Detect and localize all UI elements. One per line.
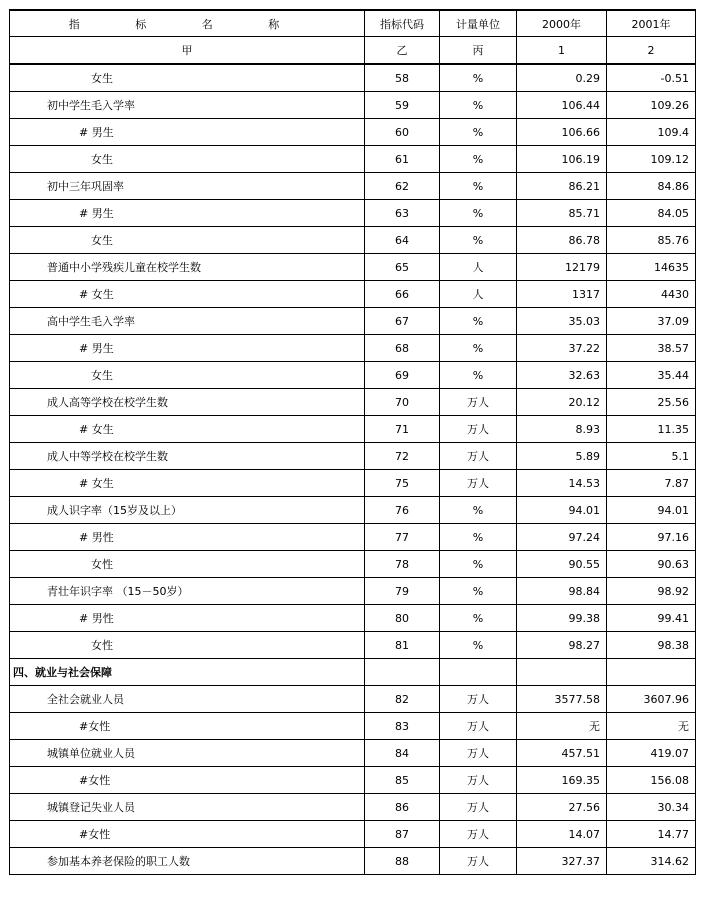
row-indicator-name: 成人中等学校在校学生数 (10, 443, 365, 470)
row-indicator-code: 79 (365, 578, 440, 605)
row-value-2000: 14.07 (517, 821, 607, 848)
table-row (10, 686, 696, 713)
row-indicator-code: 61 (365, 146, 440, 173)
row-value-2001: 11.35 (607, 416, 696, 443)
row-indicator-name: 成人高等学校在校学生数 (10, 389, 365, 416)
row-value-2001: 25.56 (607, 389, 696, 416)
row-value-2001: 7.87 (607, 470, 696, 497)
row-indicator-name: 高中学生毛入学率 (10, 308, 365, 335)
row-indicator-name: # 男生 (10, 119, 365, 146)
row-unit: % (440, 362, 517, 389)
row-indicator-code: 75 (365, 470, 440, 497)
row-indicator-name: # 男性 (10, 605, 365, 632)
table-row (10, 632, 696, 659)
row-indicator-code: 65 (365, 254, 440, 281)
row-unit: 万人 (440, 740, 517, 767)
row-value-2001: -0.51 (607, 64, 696, 92)
row-value-2001 (607, 659, 696, 686)
row-value-2000: 5.89 (517, 443, 607, 470)
row-value-2001: 14635 (607, 254, 696, 281)
row-unit: 万人 (440, 713, 517, 740)
row-indicator-code: 70 (365, 389, 440, 416)
table-row (10, 713, 696, 740)
row-unit: % (440, 146, 517, 173)
row-unit: 万人 (440, 389, 517, 416)
row-value-2001: 97.16 (607, 524, 696, 551)
row-indicator-name: # 女生 (10, 470, 365, 497)
table-row (10, 767, 696, 794)
row-value-2000: 8.93 (517, 416, 607, 443)
row-indicator-code: 60 (365, 119, 440, 146)
row-unit: % (440, 578, 517, 605)
row-indicator-code: 71 (365, 416, 440, 443)
row-unit: 万人 (440, 443, 517, 470)
row-indicator-name: 女生 (10, 146, 365, 173)
row-indicator-code: 84 (365, 740, 440, 767)
row-value-2001: 3607.96 (607, 686, 696, 713)
row-indicator-name: 城镇登记失业人员 (10, 794, 365, 821)
row-unit: % (440, 173, 517, 200)
row-value-2000: 无 (517, 713, 607, 740)
row-unit: % (440, 497, 517, 524)
row-value-2001: 38.57 (607, 335, 696, 362)
row-value-2000: 85.71 (517, 200, 607, 227)
table-row (10, 578, 696, 605)
table-row (10, 119, 696, 146)
table-row (10, 64, 696, 92)
row-value-2000: 97.24 (517, 524, 607, 551)
row-indicator-code: 62 (365, 173, 440, 200)
row-unit: % (440, 551, 517, 578)
header-indicator-code: 指标代码 (365, 10, 440, 37)
row-unit: % (440, 200, 517, 227)
row-value-2001: 109.12 (607, 146, 696, 173)
row-indicator-name: # 男生 (10, 200, 365, 227)
row-value-2000: 1317 (517, 281, 607, 308)
row-indicator-code: 86 (365, 794, 440, 821)
table-row (10, 659, 696, 686)
subheader-code: 乙 (365, 37, 440, 65)
row-unit: % (440, 64, 517, 92)
row-value-2001: 84.86 (607, 173, 696, 200)
subheader-unit: 丙 (440, 37, 517, 65)
row-unit: % (440, 524, 517, 551)
row-value-2000: 106.66 (517, 119, 607, 146)
row-value-2000: 32.63 (517, 362, 607, 389)
table-row (10, 254, 696, 281)
row-value-2001: 37.09 (607, 308, 696, 335)
row-value-2001: 94.01 (607, 497, 696, 524)
row-indicator-code: 59 (365, 92, 440, 119)
row-unit (440, 659, 517, 686)
table-row (10, 416, 696, 443)
row-value-2001: 14.77 (607, 821, 696, 848)
row-indicator-code: 66 (365, 281, 440, 308)
row-value-2000: 12179 (517, 254, 607, 281)
row-value-2000: 37.22 (517, 335, 607, 362)
row-indicator-name: #女性 (10, 767, 365, 794)
row-indicator-code: 72 (365, 443, 440, 470)
row-unit: 人 (440, 254, 517, 281)
row-value-2001: 5.1 (607, 443, 696, 470)
table-row (10, 497, 696, 524)
row-value-2001: 98.38 (607, 632, 696, 659)
statistics-table (9, 9, 696, 875)
row-value-2001: 4430 (607, 281, 696, 308)
header-year-2000: 2000年 (517, 10, 607, 37)
header-year-2001: 2001年 (607, 10, 696, 37)
row-value-2001: 84.05 (607, 200, 696, 227)
row-value-2000: 86.78 (517, 227, 607, 254)
row-unit: % (440, 632, 517, 659)
subheader-name: 甲 (10, 37, 365, 65)
row-indicator-name: # 女生 (10, 281, 365, 308)
row-unit: 万人 (440, 767, 517, 794)
row-value-2000: 169.35 (517, 767, 607, 794)
table-row (10, 551, 696, 578)
row-indicator-name: 女生 (10, 64, 365, 92)
row-indicator-code: 88 (365, 848, 440, 875)
row-value-2000 (517, 659, 607, 686)
row-value-2001: 109.4 (607, 119, 696, 146)
row-indicator-name: #女性 (10, 821, 365, 848)
row-indicator-name: 城镇单位就业人员 (10, 740, 365, 767)
row-unit: % (440, 308, 517, 335)
row-indicator-name: 初中三年巩固率 (10, 173, 365, 200)
table-row (10, 794, 696, 821)
row-indicator-name: 女生 (10, 362, 365, 389)
row-indicator-name: 青壮年识字率 （15－50岁） (10, 578, 365, 605)
row-value-2000: 3577.58 (517, 686, 607, 713)
row-indicator-name: 参加基本养老保险的职工人数 (10, 848, 365, 875)
table-row (10, 524, 696, 551)
row-value-2000: 0.29 (517, 64, 607, 92)
row-value-2000: 94.01 (517, 497, 607, 524)
row-indicator-code: 77 (365, 524, 440, 551)
row-value-2000: 99.38 (517, 605, 607, 632)
row-value-2000: 14.53 (517, 470, 607, 497)
row-value-2000: 327.37 (517, 848, 607, 875)
table-row (10, 335, 696, 362)
table-row (10, 821, 696, 848)
table-row (10, 443, 696, 470)
row-indicator-code: 69 (365, 362, 440, 389)
row-value-2001: 30.34 (607, 794, 696, 821)
table-row (10, 848, 696, 875)
row-value-2000: 20.12 (517, 389, 607, 416)
row-indicator-name: #女性 (10, 713, 365, 740)
row-indicator-name: 成人识字率（15岁及以上） (10, 497, 365, 524)
row-value-2001: 35.44 (607, 362, 696, 389)
table-row (10, 227, 696, 254)
row-indicator-name: 全社会就业人员 (10, 686, 365, 713)
table-row (10, 146, 696, 173)
row-value-2000: 35.03 (517, 308, 607, 335)
row-indicator-code: 78 (365, 551, 440, 578)
table-row (10, 605, 696, 632)
row-unit: 万人 (440, 821, 517, 848)
row-indicator-code: 81 (365, 632, 440, 659)
row-indicator-name: 四、就业与社会保障 (10, 659, 365, 686)
row-unit: % (440, 119, 517, 146)
table-row (10, 740, 696, 767)
row-indicator-code: 76 (365, 497, 440, 524)
row-value-2000: 106.44 (517, 92, 607, 119)
table-row (10, 389, 696, 416)
row-indicator-code: 85 (365, 767, 440, 794)
table-row (10, 470, 696, 497)
table-row (10, 281, 696, 308)
row-value-2001: 无 (607, 713, 696, 740)
row-indicator-code: 83 (365, 713, 440, 740)
row-indicator-name: 初中学生毛入学率 (10, 92, 365, 119)
header-unit: 计量单位 (440, 10, 517, 37)
row-unit: % (440, 605, 517, 632)
row-value-2000: 27.56 (517, 794, 607, 821)
row-unit: 万人 (440, 470, 517, 497)
row-unit: % (440, 227, 517, 254)
row-unit: 万人 (440, 686, 517, 713)
table-subheader-row (10, 37, 696, 65)
table-row (10, 308, 696, 335)
row-value-2001: 90.63 (607, 551, 696, 578)
row-unit: % (440, 92, 517, 119)
row-indicator-code: 58 (365, 64, 440, 92)
row-value-2001: 314.62 (607, 848, 696, 875)
row-value-2000: 90.55 (517, 551, 607, 578)
row-indicator-code: 68 (365, 335, 440, 362)
row-indicator-name: 女性 (10, 632, 365, 659)
table-row (10, 173, 696, 200)
row-unit: % (440, 335, 517, 362)
row-indicator-code: 82 (365, 686, 440, 713)
table-header-row (10, 10, 696, 37)
table-row (10, 200, 696, 227)
table-row (10, 362, 696, 389)
row-value-2001: 99.41 (607, 605, 696, 632)
row-value-2000: 457.51 (517, 740, 607, 767)
row-value-2000: 98.27 (517, 632, 607, 659)
row-indicator-code: 80 (365, 605, 440, 632)
row-indicator-code: 64 (365, 227, 440, 254)
row-unit: 人 (440, 281, 517, 308)
row-unit: 万人 (440, 794, 517, 821)
row-value-2000: 98.84 (517, 578, 607, 605)
row-value-2001: 98.92 (607, 578, 696, 605)
row-value-2001: 85.76 (607, 227, 696, 254)
row-indicator-code: 63 (365, 200, 440, 227)
row-indicator-code: 67 (365, 308, 440, 335)
row-unit: 万人 (440, 416, 517, 443)
table-row (10, 92, 696, 119)
subheader-y1: 1 (517, 37, 607, 65)
row-indicator-code (365, 659, 440, 686)
row-value-2000: 86.21 (517, 173, 607, 200)
subheader-y2: 2 (607, 37, 696, 65)
row-indicator-name: # 男生 (10, 335, 365, 362)
row-value-2001: 156.08 (607, 767, 696, 794)
row-value-2001: 109.26 (607, 92, 696, 119)
row-indicator-code: 87 (365, 821, 440, 848)
row-value-2000: 106.19 (517, 146, 607, 173)
row-indicator-name: # 男性 (10, 524, 365, 551)
header-indicator-name: 指 标 名 称 (10, 10, 365, 37)
table-body (10, 64, 696, 875)
row-unit: 万人 (440, 848, 517, 875)
row-indicator-name: 女生 (10, 227, 365, 254)
row-value-2001: 419.07 (607, 740, 696, 767)
row-indicator-name: 女性 (10, 551, 365, 578)
row-indicator-name: 普通中小学残疾儿童在校学生数 (10, 254, 365, 281)
row-indicator-name: # 女生 (10, 416, 365, 443)
